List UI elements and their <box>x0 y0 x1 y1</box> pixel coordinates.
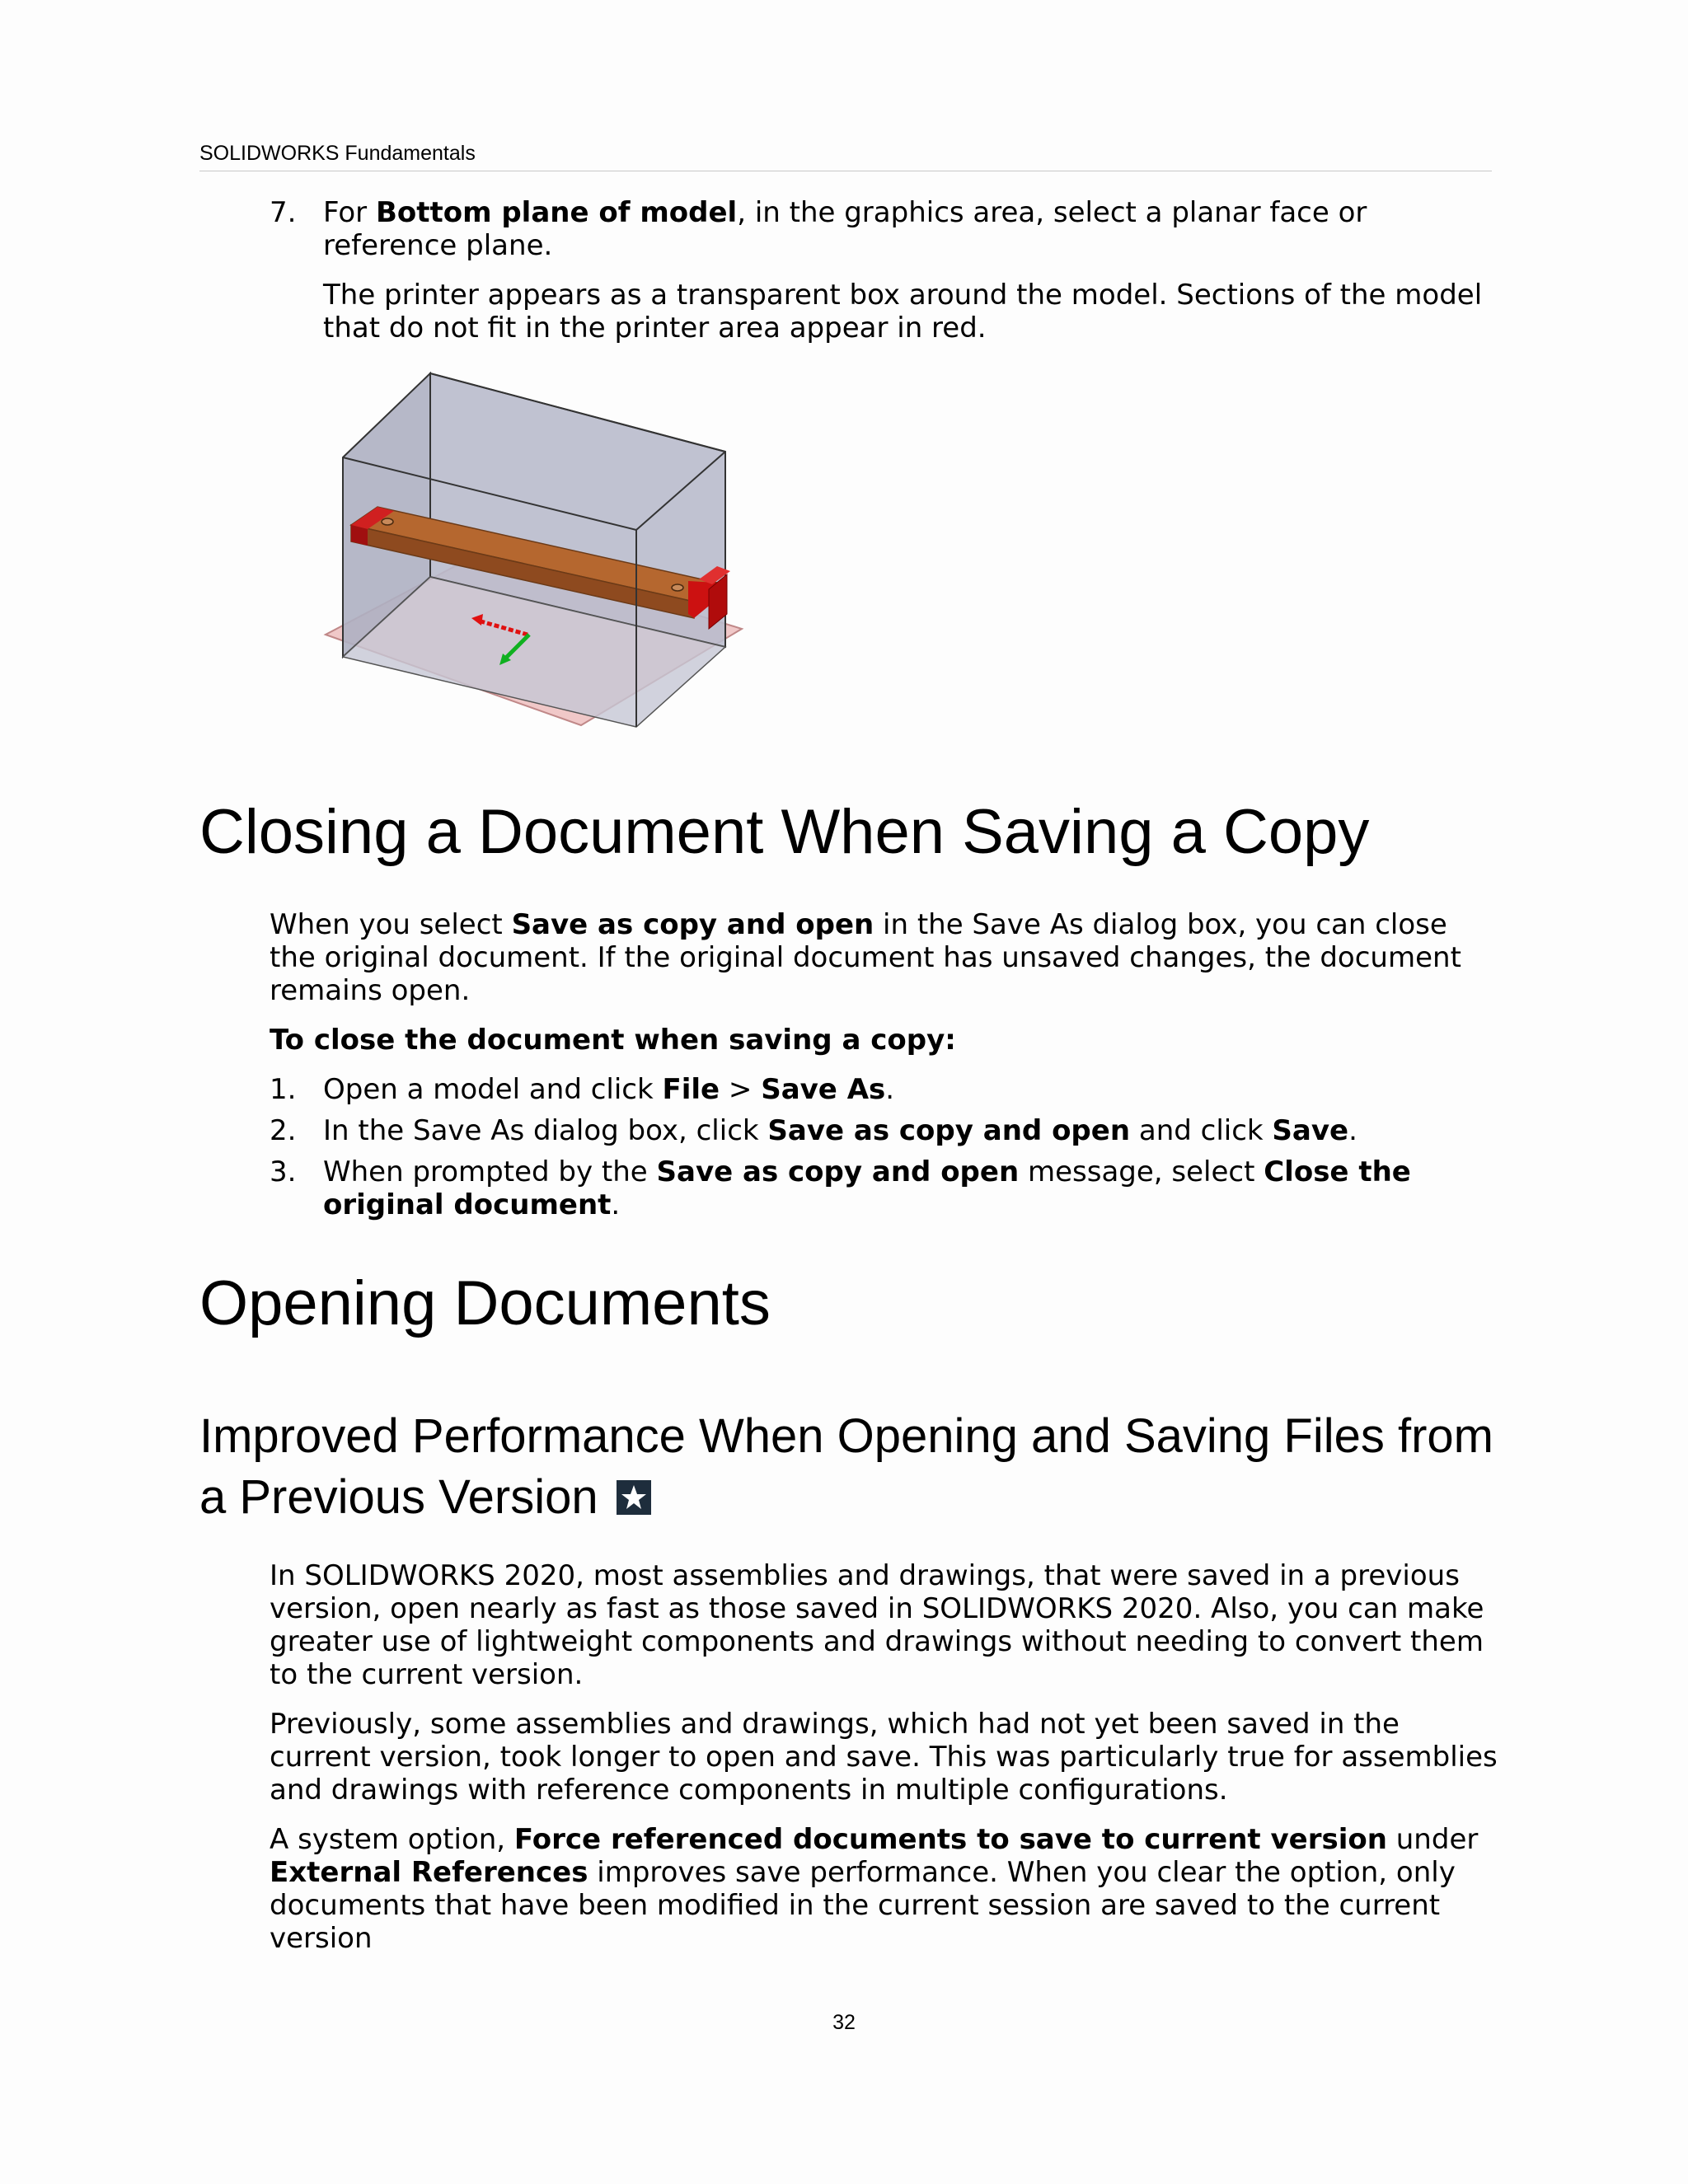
hole <box>672 584 683 591</box>
step-note: The printer appears as a transparent box around the model. Sections of the model that do not fit in the printer area appear in red. <box>323 279 1483 344</box>
list-item: 3. When prompted by the Save as copy and open message, select Close the original document. <box>270 1155 1411 1221</box>
section-intro: When you select Save as copy and open in the Save As dialog box, you can close the original document. If the original document has unsaved changes, the document remains open. <box>270 908 1461 1007</box>
running-header: SOLIDWORKS Fundamentals <box>199 142 1492 171</box>
page-number: 32 <box>832 2011 856 2034</box>
step-7 <box>270 196 1498 344</box>
paragraph: A system option, Force referenced documents to save to current version under External References improves save performance. When you clear the option, only documents that have been modified in the current session are saved to the current version <box>270 1823 1479 1955</box>
step-text: For Bottom plane of model, in the graphics area, select a planar face or reference plane. <box>323 196 1367 262</box>
ui-term: Save as copy and open <box>511 908 874 941</box>
star-icon <box>617 1480 651 1515</box>
ui-term: Bottom plane of model <box>375 196 738 229</box>
printer-bounding-box-figure <box>321 367 750 733</box>
step-number: 7. <box>270 196 297 229</box>
procedure-title: To close the document when saving a copy: <box>270 1024 956 1057</box>
procedure-steps <box>270 1073 1498 1230</box>
list-item: 1. Open a model and click File > Save As. <box>270 1073 895 1106</box>
subsection-heading: Improved Performance When Opening and Saving Files from a Previous Version <box>199 1409 1493 1524</box>
paragraph: Previously, some assemblies and drawings, which had not yet been saved in the current version, took longer to open and save. This was particularly true for assemblies and drawings with reference components in multiple configurations. <box>270 1708 1498 1807</box>
hole <box>382 518 393 525</box>
section-heading: Opening Documents <box>199 1268 771 1338</box>
section-heading: Closing a Document When Saving a Copy <box>199 797 1370 867</box>
paragraph: In SOLIDWORKS 2020, most assemblies and drawings, that were saved in a previous version, open nearly as fast as those saved in SOLIDWORKS 2020. Also, you can make greater use of lightweight components and drawings without needing to convert them to the current version. <box>270 1559 1484 1691</box>
list-item: 2. In the Save As dialog box, click Save as copy and open and click Save. <box>270 1114 1357 1147</box>
